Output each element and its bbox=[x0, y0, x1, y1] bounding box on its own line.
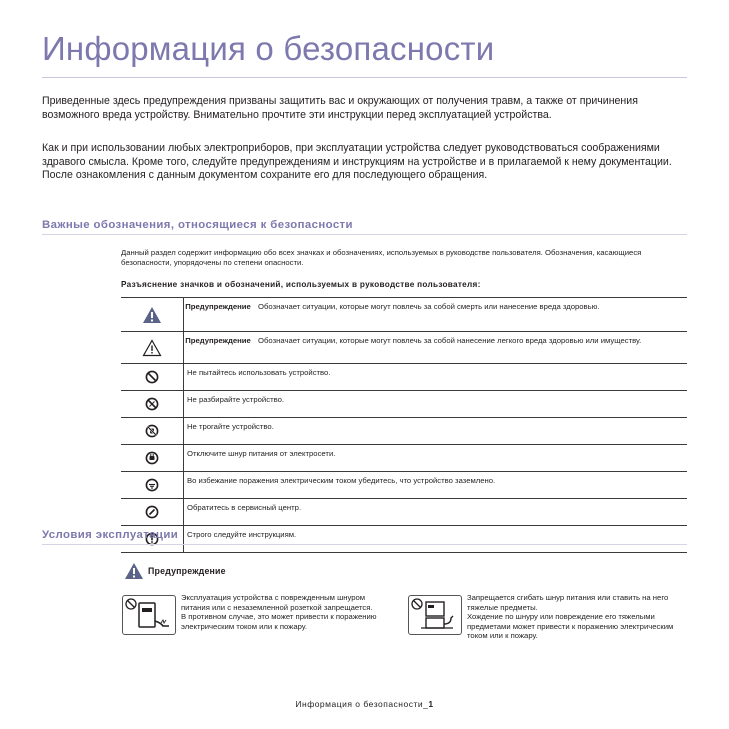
symbol-cell bbox=[121, 445, 184, 472]
caution-outline-icon bbox=[142, 339, 162, 357]
symbol-cell bbox=[121, 364, 184, 391]
warning-header bbox=[124, 562, 226, 580]
warning-label: Предупреждение bbox=[148, 566, 226, 576]
symbol-description: Не пытайтесь использовать устройство. bbox=[184, 364, 688, 391]
symbol-cell bbox=[121, 332, 184, 364]
symbol-cell bbox=[121, 298, 184, 332]
symbol-description: Обратитесь в сервисный центр. bbox=[184, 499, 688, 526]
section-divider-symbols bbox=[42, 234, 687, 235]
footer-label: Информация о безопасности_ bbox=[295, 699, 429, 709]
page-footer bbox=[0, 699, 729, 709]
table-row bbox=[121, 364, 687, 391]
no-disassemble-icon bbox=[145, 397, 159, 411]
symbol-cell bbox=[121, 499, 184, 526]
table-row bbox=[121, 445, 687, 472]
service-icon bbox=[145, 505, 159, 519]
table-row bbox=[121, 418, 687, 445]
symbol-label: Предупреждение bbox=[184, 332, 255, 364]
symbol-description: Не разбирайте устройство. bbox=[184, 391, 688, 418]
table-row bbox=[121, 472, 687, 499]
symbol-cell bbox=[121, 391, 184, 418]
warning-filled-icon bbox=[124, 562, 144, 580]
symbol-description: Не трогайте устройство. bbox=[184, 418, 688, 445]
symbol-description: Отключите шнур питания от электросети. bbox=[184, 445, 688, 472]
symbol-cell bbox=[121, 418, 184, 445]
symbol-cell bbox=[121, 472, 184, 499]
symbol-description: Обозначает ситуации, которые могут повлечь за собой нанесение легкого вреда здоровью или имуществу. bbox=[254, 332, 687, 364]
symbol-description: Строго следуйте инструкциям. bbox=[184, 526, 688, 553]
intro-paragraph-1: Приведенные здесь предупреждения призваны защитить вас и окружающих от получения травм, а также от причинения возможного вреда устройству. Внимательно прочтите эти инструкции перед эксплуатацией устройства. bbox=[42, 95, 638, 121]
card-text-2: В противном случае, это может привести к поражению электрическим током или к пожару. bbox=[181, 612, 377, 631]
card-text bbox=[181, 593, 391, 631]
title-divider bbox=[42, 77, 687, 78]
table-row bbox=[121, 391, 687, 418]
intro-paragraph-2: Как и при использовании любых электроприборов, при эксплуатации устройства следует руководствоваться соображениями здравого смысла. Кроме того, следуйте предупреждениям и инструкциям на устройстве и в прилагаемой к нему документации. После ознакомления с данным документом сохраните его для последующего обращения. bbox=[42, 142, 672, 182]
card-text-1: Эксплуатация устройства с поврежденным шнуром питания или с незаземленной розеткой запрещается. bbox=[181, 593, 373, 612]
ground-icon bbox=[145, 478, 159, 492]
warning-filled-icon bbox=[142, 306, 162, 324]
section-heading-symbols: Важные обозначения, относящиеся к безопасности bbox=[42, 219, 353, 231]
symbol-label: Предупреждение bbox=[184, 298, 255, 332]
unplug-icon bbox=[145, 451, 159, 465]
symbol-description: Обозначает ситуации, которые могут повлечь за собой смерть или нанесение вреда здоровью. bbox=[254, 298, 687, 332]
table-row bbox=[121, 332, 687, 364]
table-row bbox=[121, 526, 687, 553]
heavy-object-cord-icon bbox=[408, 595, 462, 635]
table-row bbox=[121, 298, 687, 332]
no-touch-icon bbox=[145, 424, 159, 438]
page-number: 1 bbox=[428, 699, 434, 709]
symbols-subheading: Разъяснение значков и обозначений, используемых в руководстве пользователя: bbox=[121, 280, 481, 289]
page-title: Информация о безопасности bbox=[42, 30, 495, 67]
damaged-cord-icon bbox=[122, 595, 176, 635]
symbols-intro: Данный раздел содержит информацию обо всех значках и обозначениях, используемых в руководстве пользователя. Обозначения, касающиеся безопасности, упорядочены по степени опасности. bbox=[121, 248, 642, 267]
symbol-description: Во избежание поражения электрическим током убедитесь, что устройство заземлено. bbox=[184, 472, 688, 499]
prohibited-icon bbox=[145, 370, 159, 384]
section-divider-operation bbox=[42, 544, 687, 545]
card-text-2: Хождение по шнуру или повреждение его тяжелыми предметами может привести к поражению электрическим током или к пожару. bbox=[467, 612, 674, 641]
card-text bbox=[467, 593, 677, 641]
symbols-table bbox=[121, 297, 687, 553]
table-row bbox=[121, 499, 687, 526]
section-heading-operation: Условия эксплуатации bbox=[42, 529, 179, 541]
card-text-1: Запрещается сгибать шнур питания или ставить на него тяжелые предметы. bbox=[467, 593, 669, 612]
